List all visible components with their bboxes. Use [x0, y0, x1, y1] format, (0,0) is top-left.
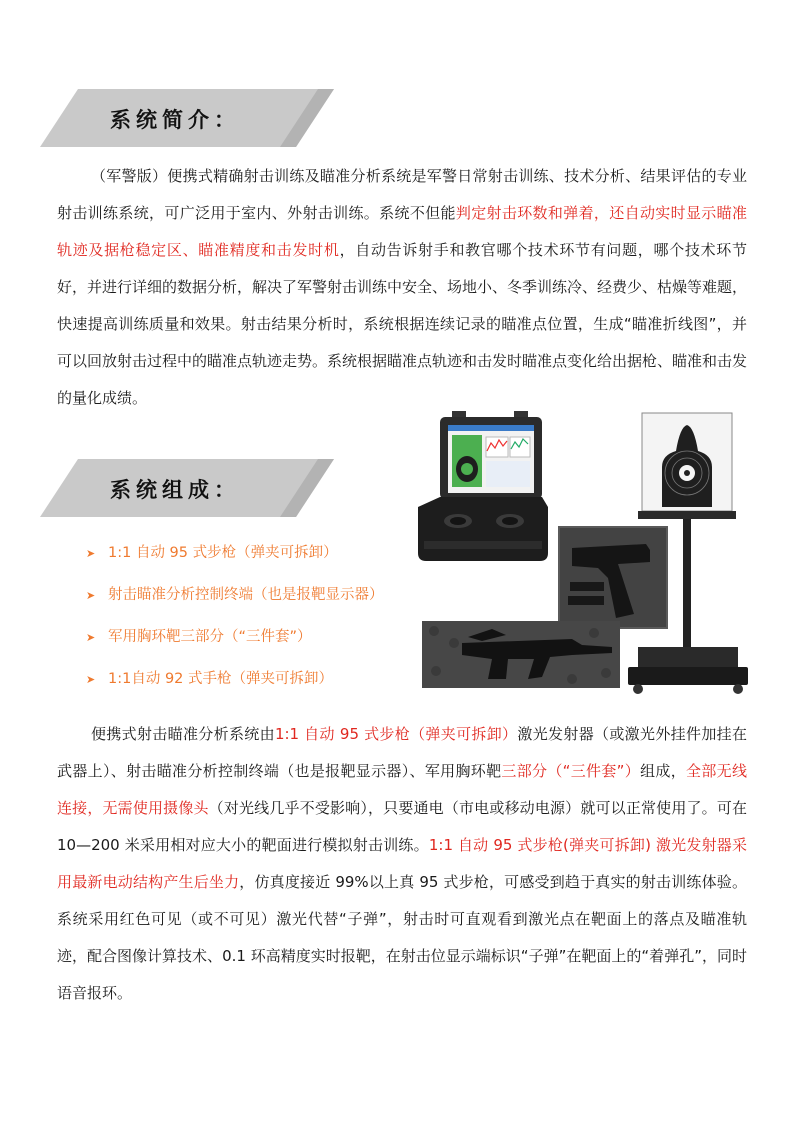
list-item: [86, 668, 384, 710]
details-paragraph: [57, 716, 747, 1012]
section-banner-intro: [40, 88, 335, 148]
section-banner-composition: [40, 458, 335, 518]
rifle-photo: [422, 621, 620, 688]
body-text: 便携式射击瞄准分析系统由: [91, 725, 275, 743]
highlighted-text: 全部无线连接，无需使用摄像头: [57, 762, 747, 817]
arrowhead-icon: ➤: [86, 547, 96, 560]
body-text: 组成，: [640, 762, 687, 780]
body-text: ，仿真度接近 99%以上真 95 式步枪，可感受到趋于真实的射击训练体验。系统采用红色可见（或不可见）激光代替“子弹”，射击时可直观看到激光点在靶面上的落点及瞄准轨迹，配合图像计算技术、0.1 环高精度实时报靶，在射击位显示端标识“子弹”在靶面上的“着弹孔”，同时语音报环。: [57, 873, 747, 1002]
list-item-label: 射击瞄准分析控制终端（也是报靶显示器）: [108, 587, 384, 603]
body-text: 激光发射器（或激光外挂件加挂在武器上）、射击瞄准分析控制终端（也是报靶显示器）、军用胸环靶: [57, 725, 747, 780]
list-item: [86, 584, 384, 626]
terminal-case-photo: [418, 411, 548, 566]
section-title: 系统组成：: [110, 477, 240, 502]
arrowhead-icon: ➤: [86, 589, 96, 602]
list-item-label: 1:1 自动 95 式步枪（弹夹可拆卸）: [108, 545, 338, 561]
body-text: ，自动告诉射手和教官哪个技术环节有问题，哪个技术环节好，并进行详细的数据分析，解决了军警射击训练中安全、场地小、冬季训练冷、经费少、枯燥等难题，快速提高训练质量和效果。射击结果分析时，系统根据连续记录的瞄准点位置，生成“瞄准折线图”，并可以回放射击过程中的瞄准点轨迹走势。系统根据瞄准点轨迹和击发时瞄准点变化给出据枪、瞄准和击发的量化成绩。: [57, 241, 748, 407]
list-item-label: 军用胸环靶三部分（“三件套”）: [108, 629, 312, 645]
body-text: （对光线几乎不受影响），只要通电（市电或移动电源）就可以正常使用了。可在 10—200 米采用相对应大小的靶面进行模拟射击训练。: [57, 799, 747, 854]
arrowhead-icon: ➤: [86, 631, 96, 644]
highlighted-text: 1:1 自动 95 式步枪(弹夹可拆卸) 激光发射器采用最新电动结构产生后坐力: [57, 836, 747, 891]
intro-paragraph: [57, 158, 747, 417]
arrowhead-icon: ➤: [86, 673, 96, 686]
highlighted-text: 三部分（“三件套”）: [501, 762, 641, 780]
component-list: [86, 542, 384, 710]
list-item: [86, 542, 384, 584]
highlighted-text: 判定射击环数和弹着，还自动实时显示瞄准轨迹及据枪稳定区、瞄准精度和击发时机: [57, 204, 747, 259]
list-item: [86, 626, 384, 668]
body-text: （军警版）便携式精确射击训练及瞄准分析系统是军警日常射击训练、技术分析、结果评估的专业射击训练系统，可广泛用于室内、外射击训练。系统不但能: [57, 167, 747, 222]
pistol-photo: [558, 526, 668, 629]
section-title: 系统简介：: [110, 107, 240, 132]
list-item-label: 1:1自动 92 式手枪（弹夹可拆卸）: [108, 671, 334, 687]
highlighted-text: 1:1 自动 95 式步枪（弹夹可拆卸）: [274, 725, 518, 743]
